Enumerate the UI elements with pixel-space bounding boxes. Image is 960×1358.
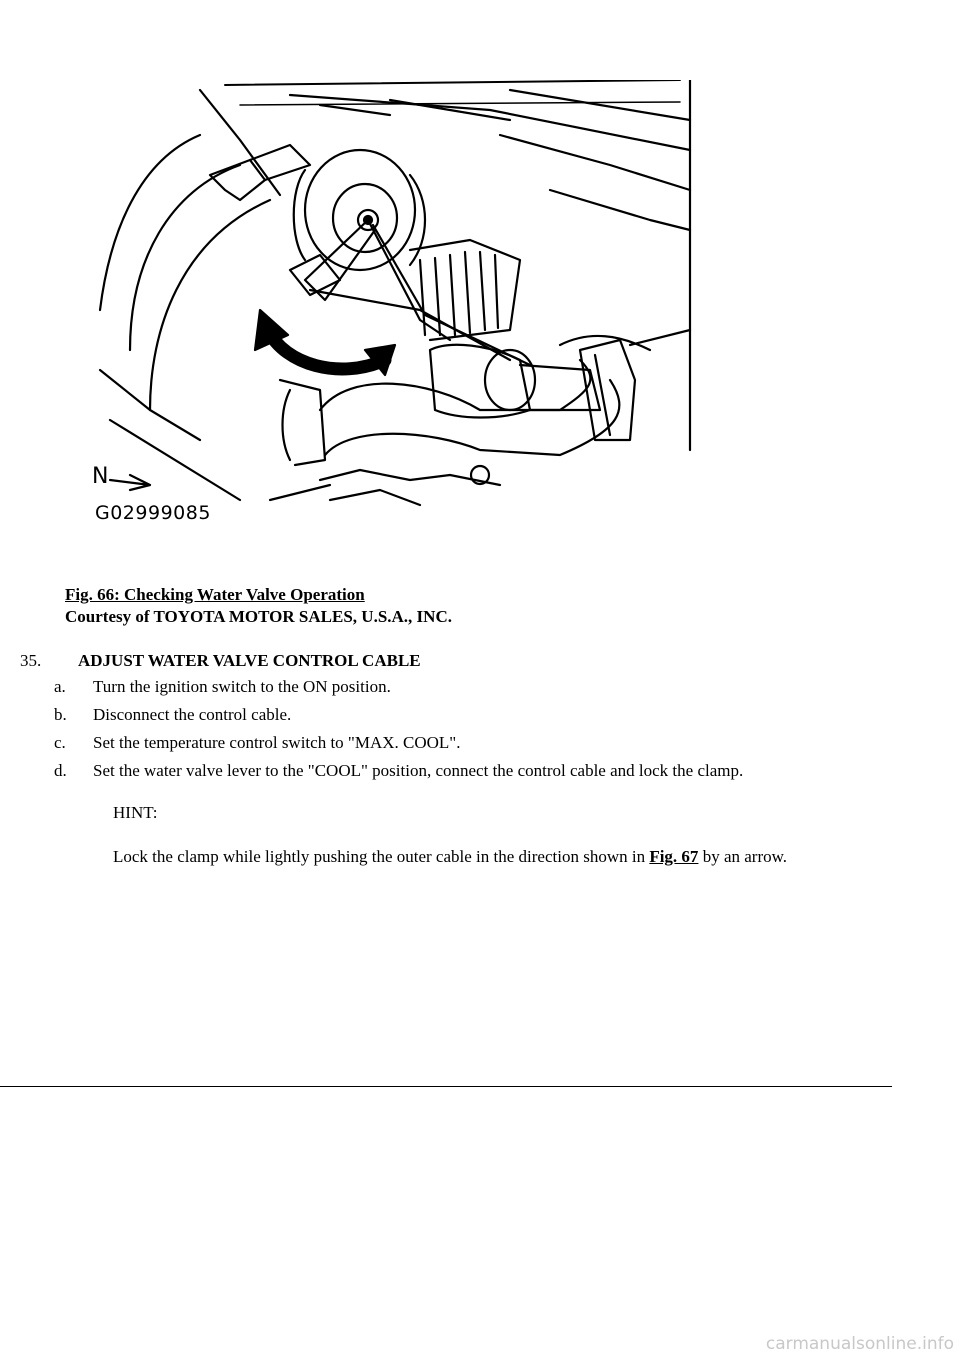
sub-step-letter: d. <box>54 761 67 780</box>
step-number: 35. <box>20 651 42 670</box>
step-heading: ADJUST WATER VALVE CONTROL CABLE <box>78 651 421 670</box>
hint-text-after: by an arrow. <box>698 847 788 866</box>
watermark: carmanualsonline.info <box>765 1334 954 1354</box>
north-label: N <box>92 464 109 489</box>
figure-courtesy: Courtesy of TOYOTA MOTOR SALES, U.S.A., INC. <box>65 607 452 626</box>
sub-step-letter: a. <box>54 677 66 696</box>
sub-step-letter: c. <box>54 733 66 752</box>
figure-title-link[interactable]: Fig. 66: Checking Water Valve Operation <box>65 585 365 604</box>
sub-step-text: Set the water valve lever to the "COOL" position, connect the control cable and lock the clamp. <box>93 761 744 780</box>
water-valve-illustration <box>90 80 730 530</box>
page-divider <box>0 1086 892 1087</box>
sub-step-text: Disconnect the control cable. <box>93 705 292 724</box>
hint-label: HINT: <box>113 803 158 822</box>
hint-text <box>113 846 787 868</box>
figure-id-label: G02999085 <box>95 502 211 524</box>
figure-caption <box>65 584 452 628</box>
fig-67-link[interactable]: Fig. 67 <box>649 847 699 866</box>
sub-step-text: Turn the ignition switch to the ON position. <box>93 677 391 696</box>
hint-text-before: Lock the clamp while lightly pushing the outer cable in the direction shown in <box>113 847 650 866</box>
sub-step-letter: b. <box>54 705 67 724</box>
sub-step-text: Set the temperature control switch to "MAX. COOL". <box>93 733 461 752</box>
